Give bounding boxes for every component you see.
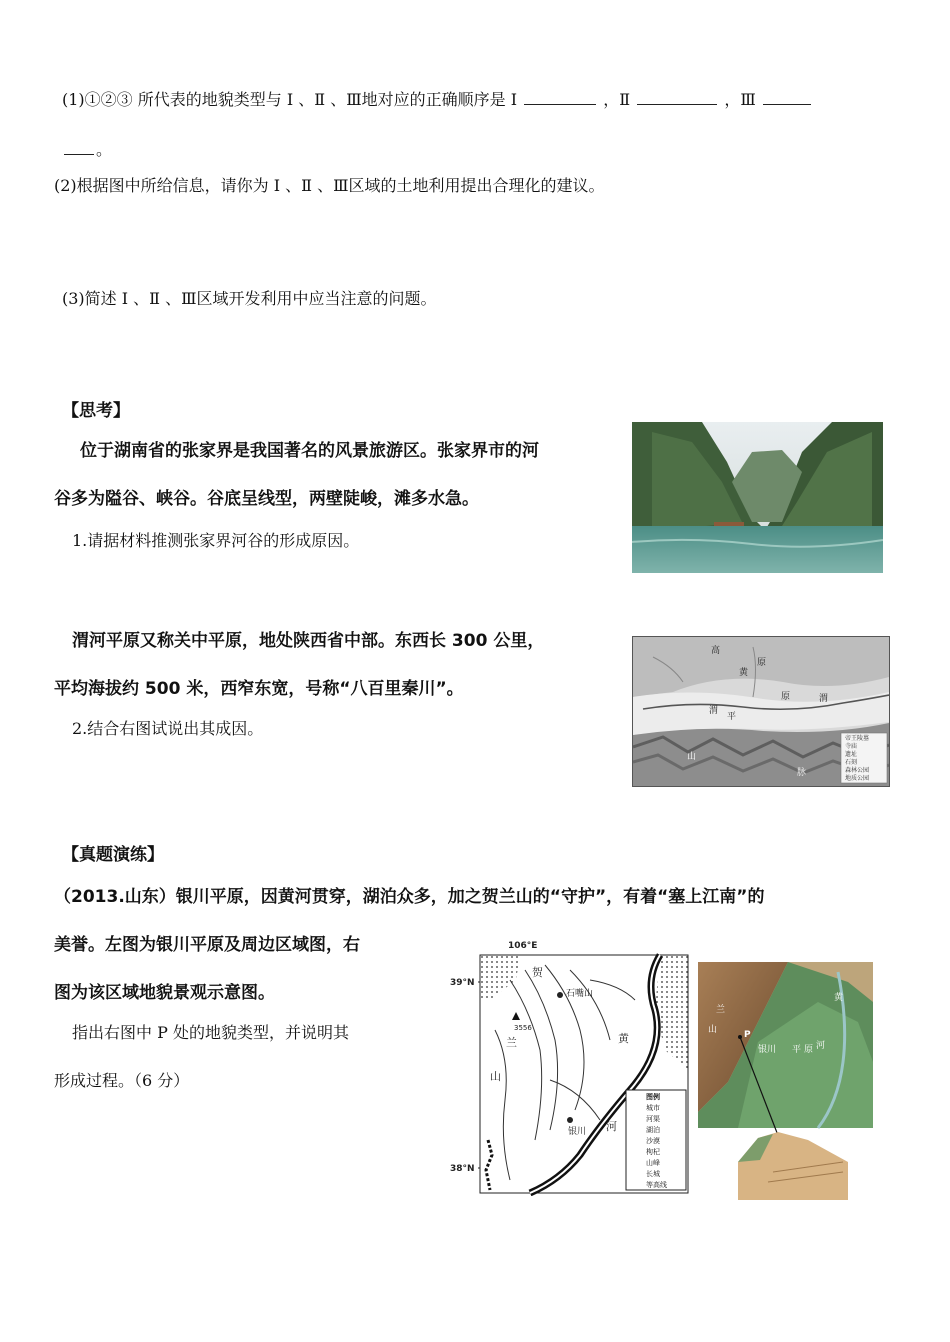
relief-label-plain1: 渭 <box>709 706 719 716</box>
yc-legend-item: 河渠 <box>646 1115 660 1123</box>
question-1 <box>62 88 813 111</box>
wei-river-relief-map <box>632 636 890 787</box>
relief-label-loess: 黄 <box>739 668 749 678</box>
think-para1-line1: 位于湖南省的张家界是我国著名的风景旅游区。张家界市的河 <box>80 441 539 461</box>
yc-legend-item: 等高线 <box>646 1181 667 1189</box>
answer-blank-2[interactable] <box>637 88 717 105</box>
q1-end: 。 <box>96 140 113 159</box>
yc-legend <box>646 1092 667 1191</box>
answer-blank-3[interactable] <box>763 88 811 105</box>
q1-prefix: (1)①②③ 所代表的地貌类型与 Ⅰ 、Ⅱ 、Ⅲ地对应的正确顺序是 Ⅰ <box>62 90 518 109</box>
exam-line-3: 图为该区域地貌景观示意图。 <box>54 983 275 1003</box>
think-para2-line2: 平均海拔约 500 米，西窄东宽，号称“八百里秦川”。 <box>54 679 464 699</box>
relief-legend-item: 寺庙 <box>845 743 858 750</box>
landscape-label-he: 河 <box>816 1041 826 1051</box>
relief-label-plain2: 平 <box>727 712 737 722</box>
landscape-label-lan: 兰 <box>716 1005 726 1015</box>
question-1-cont <box>62 138 112 161</box>
relief-legend <box>845 735 869 783</box>
yc-lon-label: 106°E <box>508 941 538 951</box>
yc-legend-item: 沙漠 <box>646 1137 660 1145</box>
yc-label-he2: 河 <box>606 1120 617 1133</box>
yinchuan-plain-map <box>450 940 695 1196</box>
exam-task-line-1: 指出右图中 P 处的地貌类型，并说明其 <box>72 1023 349 1042</box>
relief-label-plain3: 原 <box>781 692 791 702</box>
yc-label-huang: 黄 <box>618 1032 629 1045</box>
yc-label-peak: 3556 <box>514 1024 532 1032</box>
yc-label-yinchuan: 银川 <box>568 1127 587 1137</box>
relief-legend-item: 森林公园 <box>845 767 870 774</box>
yc-label-shan: 山 <box>490 1070 501 1083</box>
think-para2-line1: 渭河平原又称关中平原，地处陕西省中部。东西长 300 公里， <box>72 631 545 651</box>
yc-legend-title: 图例 <box>646 1093 660 1101</box>
think-task-1: 1.请据材料推测张家界河谷的形成原因。 <box>72 531 360 550</box>
q1-sep3: ，Ⅲ <box>724 90 756 109</box>
landscape-label-p: P <box>744 1030 751 1040</box>
q1-sep2: ，Ⅱ <box>603 90 631 109</box>
think-para1-line2: 谷多为隘谷、峡谷。谷底呈线型，两壁陡峻，滩多水急。 <box>54 489 479 509</box>
relief-label-river: 渭 <box>819 694 829 704</box>
canyon-photo <box>632 422 883 573</box>
landscape-label-yinchuan: 银川 <box>758 1045 777 1055</box>
relief-label-mountain1: 山 <box>687 752 697 762</box>
yc-label-lan: 兰 <box>506 1036 517 1049</box>
relief-legend-item: 帝王陵墓 <box>845 735 870 742</box>
relief-label-plateau2: 原 <box>757 658 767 668</box>
exam-line-2: 美誉。左图为银川平原及周边区域图，右 <box>54 935 360 955</box>
landscape-label-plain: 平 <box>792 1045 802 1055</box>
landscape-label-yuan: 原 <box>804 1045 814 1055</box>
think-task-2: 2.结合右图试说出其成因。 <box>72 719 264 738</box>
yc-legend-item: 山峰 <box>646 1159 660 1167</box>
landscape-illustration <box>698 962 873 1200</box>
relief-label-mountain2: 脉 <box>797 768 807 778</box>
question-3: (3)简述 Ⅰ 、Ⅱ 、Ⅲ区域开发利用中应当注意的问题。 <box>62 289 437 308</box>
yc-legend-item: 城市 <box>646 1104 660 1112</box>
yc-lat2-label: 38°N <box>450 1164 475 1174</box>
yc-legend-item: 枸杞 <box>646 1148 660 1156</box>
yc-label-shizuishan: 石嘴山 <box>566 989 594 999</box>
question-2: (2)根据图中所给信息，请你为 Ⅰ 、Ⅱ 、Ⅲ区域的土地利用提出合理化的建议。 <box>54 176 605 195</box>
yc-legend-item: 长城 <box>646 1170 660 1178</box>
think-heading: 【思考】 <box>62 401 130 421</box>
relief-legend-item: 地质公园 <box>845 775 870 782</box>
landscape-label-huang: 黄 <box>834 993 844 1003</box>
relief-legend-item: 石刻 <box>845 759 858 766</box>
yc-label-he: 贺 <box>532 966 543 979</box>
answer-blank-3-cont[interactable] <box>64 138 94 155</box>
yc-legend-item: 湖泊 <box>646 1126 660 1134</box>
relief-label-plateau1: 高 <box>711 646 721 656</box>
answer-blank-1[interactable] <box>524 88 596 105</box>
landscape-label-shan: 山 <box>708 1025 718 1035</box>
yc-lat1-label: 39°N <box>450 978 475 988</box>
exam-heading: 【真题演练】 <box>62 845 164 865</box>
exam-line-1: （2013.山东）银川平原，因黄河贯穿，湖泊众多，加之贺兰山的“守护”，有着“塞上江南”的 <box>54 887 765 907</box>
exam-task-line-2: 形成过程。（6 分） <box>54 1071 190 1090</box>
relief-legend-item: 遗址 <box>845 751 858 758</box>
